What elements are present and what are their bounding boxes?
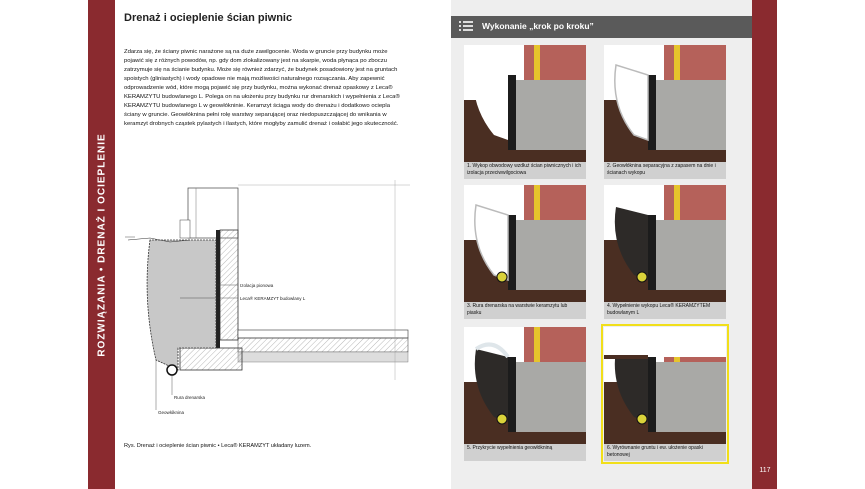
step-caption: 2. Geowłóknina separacyjna z zapasem na dnie i ścianach wykopu bbox=[604, 162, 726, 179]
step-caption: 4. Wypełnienie wykopu Leca® KERAMZYTEM budowlanym L bbox=[604, 302, 726, 319]
page-title: Drenaż i ocieplenie ścian piwnic bbox=[124, 12, 293, 24]
page-number: 117 bbox=[759, 467, 771, 474]
body-paragraph: Zdarza się, że ściany piwnic narażone są na duże zawilgocenie. Woda w gruncie przy budynku może pojawić się z różnych powodów, np. gdy dom zlokalizowany jest na skarpie, woda płynąca po zboczu zatrzymuje się na ścianie budynku. Może się również zdarzyć, że budynek posadowiony jest na gruntach spoistych (gliniastych) i wody opadowe nie mają możliwości naturalnego rozsączania. Aby zapewnić odprowadzenie wód, które mogą pojawić się przy budynku, można wykonać drenaż opaskowy z Leca® KERAMZYTU budowlanego L. Polega on na ułożeniu przy budynku rur drenarskich i wypełnienia z Leca® KERAMZYTU budowlanego L w geowłókninie. Keramzyt ściąga wody do drenażu i dodatkowo ociepla ściany w gruncie. Geowłóknina pełni rolę warstwy separującej oraz niedopuszczającej do wnikania w keramzyt drobnych cząstek pylastych i ilastych, które mogłyby zamulić drenaż i osłabić jego skuteczność. bbox=[124, 49, 400, 127]
step-illustration bbox=[604, 45, 726, 162]
step-illustration bbox=[604, 185, 726, 302]
step-illustration bbox=[604, 327, 726, 444]
step-caption: 6. Wyrównanie gruntu i ew. ułożenie opaski betonowej bbox=[604, 444, 726, 461]
section-label bbox=[88, 0, 115, 489]
label-keramzyt: Leca® KERAMZYT budowlany L bbox=[240, 296, 306, 301]
step-illustration bbox=[464, 185, 586, 302]
step-panel bbox=[464, 185, 586, 319]
step-panel bbox=[604, 45, 726, 179]
step-panel bbox=[464, 45, 586, 179]
step-caption: 5. Przykrycie wypełnienia geowłókniną bbox=[464, 444, 586, 461]
label-geo: Geowłóknina bbox=[158, 410, 185, 415]
label-insulation: Izolacja pionowa bbox=[240, 283, 274, 288]
step-caption: 3. Rura drenarska na warstwie keramzytu lub piasku bbox=[464, 302, 586, 319]
right-margin-bar bbox=[752, 0, 777, 489]
list-icon bbox=[459, 20, 473, 33]
step-panel bbox=[604, 185, 726, 319]
step-illustration bbox=[464, 45, 586, 162]
step-panel bbox=[604, 327, 726, 461]
step-illustration bbox=[464, 327, 586, 444]
cross-section-drawing bbox=[120, 180, 410, 420]
label-pipe: Rura drenarska bbox=[174, 395, 206, 400]
section-label-text: ROZWIĄZANIA • DRENAŻ I OCIEPLENIE bbox=[96, 132, 107, 357]
step-panel bbox=[464, 327, 586, 461]
step-caption: 1. Wykop obwodowy wzdłuż ścian piwnicznych i ich izolacja przeciwwilgociowa bbox=[464, 162, 586, 179]
figure-caption: Rys. Drenaż i ocieplenie ścian piwnic • Leca® KERAMZYT układany luzem. bbox=[124, 443, 312, 449]
steps-header-title: Wykonanie „krok po kroku” bbox=[482, 21, 594, 31]
